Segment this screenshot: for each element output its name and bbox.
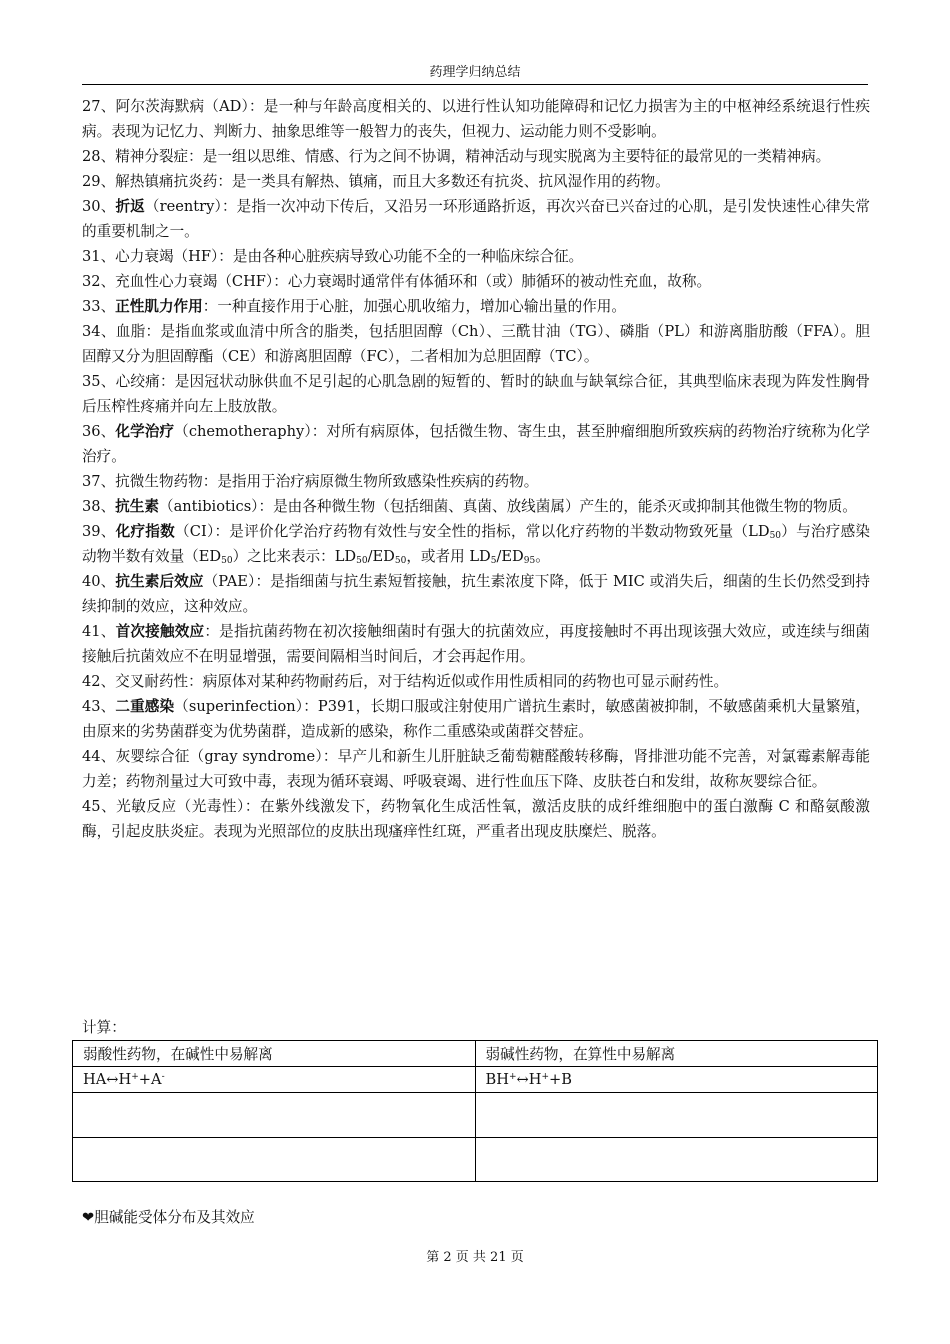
entry-42: 42、交叉耐药性：病原体对某种药物耐药后，对于结构近似或作用性质相同的药物也可显示耐药性。 <box>82 673 729 690</box>
table-row <box>73 1138 878 1182</box>
table-cell <box>475 1093 878 1138</box>
formula-part: +B <box>549 1071 572 1088</box>
entry-41 <box>82 619 870 669</box>
entry-text: （superinfection）：P391，长期口服或注射使用广谱抗生素时，敏感菌被抑制，不敏感菌乘机大量繁殖，由原来的劣势菌群变为优势菌群，造成新的感染，称作二重感染或菌群交替症。 <box>82 698 870 740</box>
entry-term: 化疗指数 <box>115 523 175 540</box>
entry-text: 。 <box>535 548 550 565</box>
entry-term: 化学治疗 <box>115 423 175 440</box>
entry-36 <box>82 419 870 469</box>
subscript: 95 <box>523 556 536 566</box>
entry-45: 45、光敏反应（光毒性）：在紫外线激发下，药物氧化生成活性氧，激活皮肤的成纤维细胞中的蛋白激酶 C 和酪氨酸激酶，引起皮肤炎症。表现为光照部位的皮肤出现瘙痒性红斑，严重者出现皮肤糜烂、脱落。 <box>82 798 870 840</box>
entry-44: 44、灰婴综合征（gray syndrome）：早产儿和新生儿肝脏缺乏葡萄糖醛酸转移酶，肾排泄功能不完善，对氯霉素解毒能力差；药物剂量过大可致中毒，表现为循环衰竭、呼吸衰竭、进行性血压下降、皮肤苍白和发绀，故称灰婴综合征。 <box>82 748 870 790</box>
entry-number: 40、 <box>82 573 116 590</box>
equilibrium-arrow-icon: ↔ <box>106 1071 119 1088</box>
entry-37: 37、抗微生物药物：是指用于治疗病原微生物所致感染性疾病的药物。 <box>82 473 539 490</box>
entry-34: 34、血脂：是指血浆或血清中所含的脂类，包括胆固醇（Ch）、三酰甘油（TG）、磷脂（PL）和游离脂肪酸（FFA）。胆固醇又分为胆固醇酯（CE）和游离胆固醇（FC），二者相加为总胆固醇（TC）。 <box>82 323 870 365</box>
entry-38 <box>82 494 870 519</box>
entry-number: 41、 <box>82 623 116 640</box>
calc-label: 计算： <box>82 1019 126 1036</box>
table-row <box>73 1093 878 1138</box>
table-cell <box>73 1138 476 1182</box>
entry-43 <box>82 694 870 744</box>
section-heading <box>82 1207 255 1229</box>
page-header <box>82 64 868 85</box>
entry-text: （CI）：是评价化学治疗药物有效性与安全性的指标，常以化疗药物的半数动物致死量（LD <box>174 523 770 540</box>
entry-term: 首次接触效应 <box>115 623 205 640</box>
superscript: + <box>541 1072 550 1082</box>
heart-icon: ❤ <box>82 1209 95 1226</box>
base-equation <box>475 1067 878 1093</box>
entry-31: 31、心力衰竭（HF）：是由各种心脏疾病导致心功能不全的一种临床综合征。 <box>82 248 584 265</box>
equilibrium-arrow-icon: ↔ <box>516 1071 529 1088</box>
definitions-list <box>82 94 870 844</box>
section-title: 胆碱能受体分布及其效应 <box>94 1209 255 1226</box>
header-title: 药理学归纳总结 <box>429 65 521 80</box>
formula-part: BH <box>485 1071 509 1088</box>
subscript: 50 <box>394 556 407 566</box>
table-cell <box>475 1138 878 1182</box>
entry-30 <box>82 194 870 244</box>
entry-term: 正性肌力作用 <box>115 298 203 315</box>
entry-27: 27、阿尔茨海默病（AD）：是一种与年龄高度相关的、以进行性认知功能障碍和记忆力损害为主的中枢神经系统退行性疾病。表现为记忆力、判断力、抽象思维等一般智力的丧失，但视力、运动能力则不受影响。 <box>82 98 870 140</box>
subscript: 50 <box>769 531 782 541</box>
entry-text: /ED <box>367 548 395 565</box>
entry-text: ：一种直接作用于心脏，加强心肌收缩力，增加心输出量的作用。 <box>202 298 626 315</box>
entry-text: ）与治疗感染动物半数有效量（ED <box>82 523 870 565</box>
formula-part: +A <box>138 1071 162 1088</box>
entry-text: （reentry）：是指一次冲动下传后，又沿另一环形通路折返，再次兴奋已兴奋过的心肌，是引发快速性心律失常的重要机制之一。 <box>82 198 870 240</box>
superscript: + <box>131 1072 139 1082</box>
entry-number: 30、 <box>82 198 116 215</box>
subscript: 50 <box>356 556 368 566</box>
entry-number: 33、 <box>82 298 116 315</box>
entry-term: 抗生素 <box>115 498 159 515</box>
subscript: 50 <box>221 556 233 566</box>
entry-text: /ED <box>496 548 524 565</box>
entry-28: 28、精神分裂症：是一组以思维、情感、行为之间不协调，精神活动与现实脱离为主要特征的最常见的一类精神病。 <box>82 148 831 165</box>
entry-32: 32、充血性心力衰竭（CHF）：心力衰竭时通常伴有体循环和（或）肺循环的被动性充血，故称。 <box>82 273 712 290</box>
entry-29: 29、解热镇痛抗炎药：是一类具有解热、镇痛，而且大多数还有抗炎、抗风湿作用的药物。 <box>82 173 670 190</box>
entry-text: （chemotheraphy）：对所有病原体，包括微生物、寄生虫，甚至肿瘤细胞所致疾病的药物治疗统称为化学治疗。 <box>82 423 870 465</box>
table-cell <box>73 1093 476 1138</box>
formula-part: H <box>528 1071 542 1088</box>
formula-part: HA <box>83 1071 107 1088</box>
entry-text: （antibiotics）：是由各种微生物（包括细菌、真菌、放线菌属）产生的，能杀灭或抑制其他微生物的物质。 <box>158 498 857 515</box>
table-row <box>73 1067 878 1093</box>
entry-40 <box>82 569 870 619</box>
ionization-table <box>72 1040 878 1182</box>
entry-term: 折返 <box>115 198 145 215</box>
table-row <box>73 1041 878 1067</box>
page-footer: 第 2 页 共 21 页 <box>426 1250 524 1265</box>
entry-33 <box>82 294 870 319</box>
superscript: - <box>161 1072 165 1082</box>
entry-text: （PAE）：是指细菌与抗生素短暂接触，抗生素浓度下降，低于 MIC 或消失后，细菌的生长仍然受到持续抑制的效应，这种效应。 <box>82 573 870 615</box>
entry-number: 39、 <box>82 523 116 540</box>
entry-term: 抗生素后效应 <box>115 573 204 590</box>
entry-number: 36、 <box>82 423 116 440</box>
entry-number: 38、 <box>82 498 116 515</box>
entry-text: ：是指抗菌药物在初次接触细菌时有强大的抗菌效应，再度接触时不再出现该强大效应，或连续与细菌接触后抗菌效应不在明显增强，需要间隔相当时间后，才会再起作用。 <box>82 623 870 665</box>
entry-number: 43、 <box>82 698 116 715</box>
table-cell: 弱酸性药物，在碱性中易解离 <box>73 1041 476 1067</box>
table-cell: 弱碱性药物，在算性中易解离 <box>475 1041 878 1067</box>
superscript: + <box>508 1072 517 1082</box>
entry-35: 35、心绞痛：是因冠状动脉供血不足引起的心肌急剧的短暂的、暂时的缺血与缺氧综合征，其典型临床表现为阵发性胸骨后压榨性疼痛并向左上肢放散。 <box>82 373 870 415</box>
entry-text: ）之比来表示：LD <box>232 548 357 565</box>
formula-part: H <box>118 1071 132 1088</box>
subscript: 5 <box>490 556 497 566</box>
acid-equation <box>73 1067 476 1093</box>
entry-39 <box>82 519 870 569</box>
entry-text: ，或者用 LD <box>406 548 491 565</box>
entry-term: 二重感染 <box>115 698 175 715</box>
